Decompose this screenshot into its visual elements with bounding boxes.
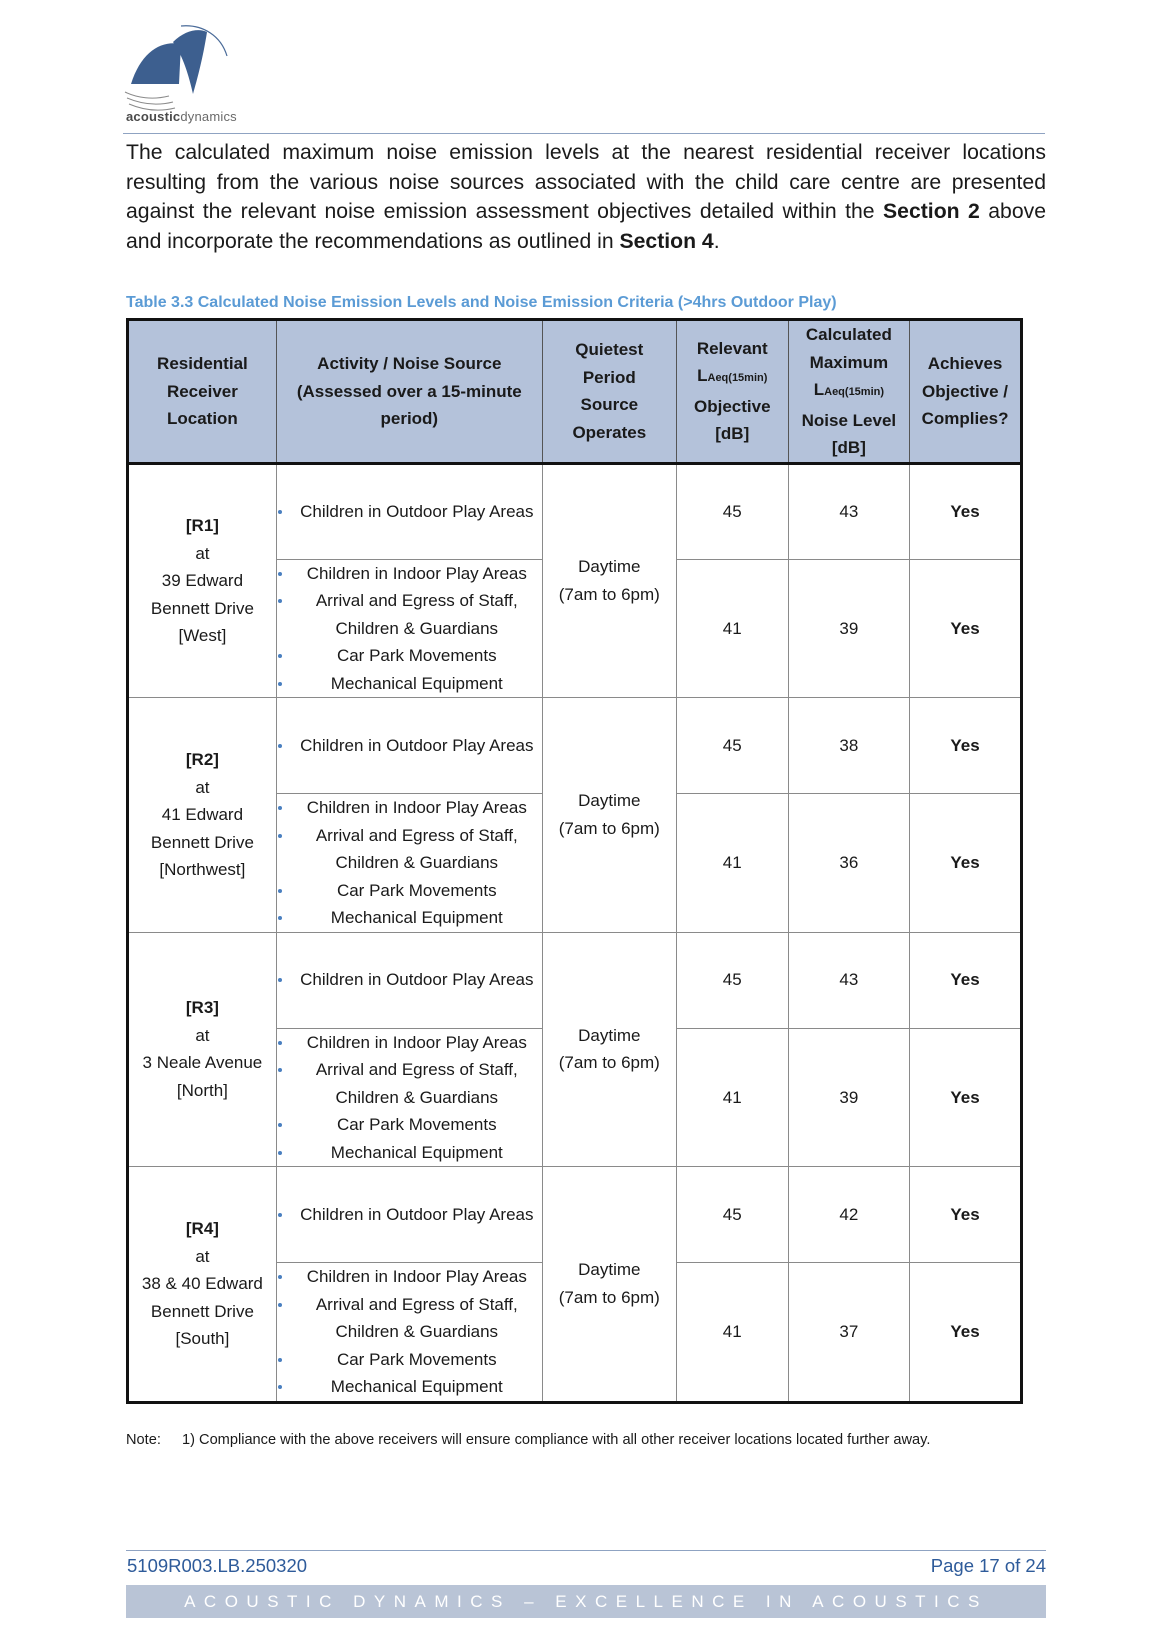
table-row (128, 932, 1022, 1028)
objective-value: 45 (676, 698, 788, 794)
objective-value: 45 (676, 1167, 788, 1263)
activity-item: Car Park Movements (277, 877, 542, 905)
complies-value: Yes (910, 1028, 1022, 1167)
activity-indoor (276, 559, 542, 698)
calculated-value: 43 (788, 463, 909, 559)
activity-indoor (276, 1263, 542, 1403)
complies-value: Yes (910, 932, 1022, 1028)
activity-item: Mechanical Equipment (277, 1373, 542, 1401)
activity-item: Children & Guardians (335, 618, 499, 638)
complies-value: Yes (910, 559, 1022, 698)
calculated-value: 42 (788, 1167, 909, 1263)
activity-item: Mechanical Equipment (277, 670, 542, 698)
activity-item: Children in Outdoor Play Areas (277, 732, 542, 760)
table-header-row (128, 320, 1022, 464)
objective-value: 45 (676, 463, 788, 559)
activity-outdoor (276, 698, 542, 794)
logo-wordmark: acousticdynamics (126, 109, 237, 124)
activity-item: Mechanical Equipment (277, 904, 542, 932)
header-activity: Activity / Noise Source (Assessed over a 15-minute period) (276, 320, 542, 464)
table-row (128, 463, 1022, 559)
activity-outdoor (276, 463, 542, 559)
header-divider (123, 133, 1045, 134)
table-row (128, 698, 1022, 794)
objective-value: 41 (676, 1028, 788, 1167)
header-calculated: Calculated Maximum LAeq(15min) Noise Level [dB] (788, 320, 909, 464)
objective-value: 45 (676, 932, 788, 1028)
receiver-location-1: [R1] at 39 Edward Bennett Drive [West] (128, 463, 277, 698)
complies-value: Yes (910, 794, 1022, 933)
calculated-value: 37 (788, 1263, 909, 1403)
activity-item: Children in Indoor Play Areas (277, 1263, 542, 1291)
activity-outdoor (276, 932, 542, 1028)
company-logo (123, 22, 248, 130)
operating-period: Daytime (7am to 6pm) (542, 698, 676, 933)
page-number: Page 17 of 24 (930, 1555, 1046, 1576)
complies-value: Yes (910, 1263, 1022, 1403)
receiver-location-3: [R3] at 3 Neale Avenue [North] (128, 932, 277, 1167)
intro-paragraph: The calculated maximum noise emission levels at the nearest residential receiver locations resulting from the various noise sources associated with the child care centre are presented against the relevant noise emission assessment objectives detailed within the Section 2 above and incorporate the recommendations as outlined in Section 4. (126, 141, 1046, 253)
objective-value: 41 (676, 1263, 788, 1403)
activity-item: Children & Guardians (335, 853, 499, 872)
receiver-location-4: [R4] at 38 & 40 Edward Bennett Drive [South] (128, 1167, 277, 1403)
activity-item: Arrival and Egress of Staff, (277, 587, 542, 615)
calculated-value: 39 (788, 1028, 909, 1167)
activity-item: Arrival and Egress of Staff, (277, 822, 542, 850)
activity-item: Children in Outdoor Play Areas (277, 966, 542, 994)
objective-value: 41 (676, 794, 788, 933)
table-body (128, 463, 1022, 1402)
objective-value: 41 (676, 559, 788, 698)
activity-outdoor (276, 1167, 542, 1263)
activity-item: Arrival and Egress of Staff, (277, 1056, 542, 1084)
activity-item: Car Park Movements (277, 1346, 542, 1374)
operating-period: Daytime (7am to 6pm) (542, 463, 676, 698)
activity-item: Children in Indoor Play Areas (277, 794, 542, 822)
complies-value: Yes (910, 698, 1022, 794)
activity-item: Children in Outdoor Play Areas (277, 1201, 542, 1229)
footer-tagline: ACOUSTIC DYNAMICS – EXCELLENCE IN ACOUSTICS (126, 1585, 1046, 1618)
header-receiver: Residential Receiver Location (128, 320, 277, 464)
operating-period: Daytime (7am to 6pm) (542, 932, 676, 1167)
table-caption: Table 3.3 Calculated Noise Emission Levels and Noise Emission Criteria (>4hrs Outdoor Play) (126, 294, 837, 311)
activity-item: Children & Guardians (335, 1087, 499, 1107)
calculated-value: 43 (788, 932, 909, 1028)
calculated-value: 39 (788, 559, 909, 698)
receiver-location-2: [R2] at 41 Edward Bennett Drive [Northwest] (128, 698, 277, 933)
activity-item: Arrival and Egress of Staff, (277, 1291, 542, 1319)
activity-item: Children in Indoor Play Areas (277, 560, 542, 588)
activity-indoor (276, 794, 542, 933)
activity-item: Car Park Movements (277, 1111, 542, 1139)
header-objective: Relevant LAeq(15min) Objective [dB] (676, 320, 788, 464)
logo-sail-graphic (123, 22, 248, 117)
table-row (128, 1167, 1022, 1263)
complies-value: Yes (910, 463, 1022, 559)
header-achieves: Achieves Objective / Complies? (910, 320, 1022, 464)
footer-divider (126, 1550, 1046, 1551)
document-reference: 5109R003.LB.250320 (127, 1555, 308, 1576)
table-note: Note: 1) Compliance with the above receivers will ensure compliance with all other receiver locations located further away. (126, 1432, 931, 1448)
operating-period: Daytime (7am to 6pm) (542, 1167, 676, 1403)
complies-value: Yes (910, 1167, 1022, 1263)
header-period: Quietest Period Source Operates (542, 320, 676, 464)
activity-item: Children in Indoor Play Areas (277, 1029, 542, 1057)
activity-item: Mechanical Equipment (277, 1139, 542, 1167)
calculated-value: 38 (788, 698, 909, 794)
activity-indoor (276, 1028, 542, 1167)
activity-item: Children in Outdoor Play Areas (277, 498, 542, 526)
noise-emission-table (126, 318, 1023, 1404)
calculated-value: 36 (788, 794, 909, 933)
activity-item: Children & Guardians (335, 1322, 499, 1341)
activity-item: Car Park Movements (277, 642, 542, 670)
